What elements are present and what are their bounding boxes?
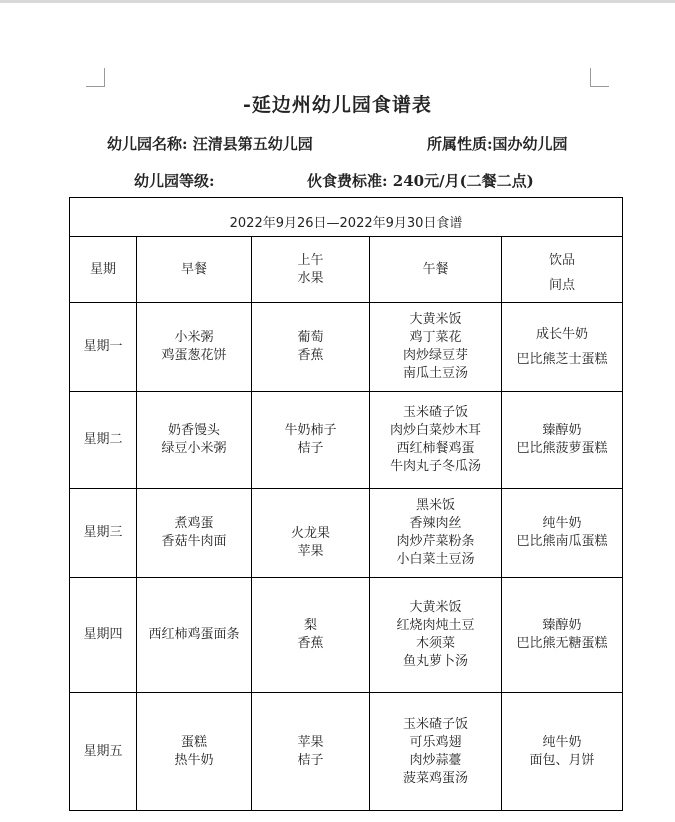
lunch-item: 黑米饭 [415,498,455,513]
lunch-cell [370,578,502,693]
lunch-cell [370,303,502,392]
lunch-item: 牛肉丸子冬瓜汤 [389,459,481,474]
drink-item: 面包、月饼 [529,752,595,768]
name-value: 汪清县第五幼儿园 [192,135,313,153]
drink-item: 巴比熊无糖蛋糕 [516,636,608,651]
top-border [0,0,675,3]
lunch-item: 大黄米饭 [409,312,462,327]
drink-item: 成长牛奶 [536,327,589,342]
menu-table [69,197,623,811]
fruit-item: 火龙果 [290,525,330,541]
header-drink-line: 间点 [549,277,576,293]
drink-item: 巴比熊菠萝蛋糕 [516,441,608,456]
lunch-item: 鸡丁菜花 [409,330,462,345]
lunch-item: 木须菜 [415,636,455,651]
breakfast-item: 鸡蛋葱花饼 [161,348,227,363]
lunch-item: 西红柿餐鸡蛋 [396,441,475,456]
lunch-cell [370,489,502,578]
breakfast-item: 香菇牛肉面 [161,534,227,549]
breakfast-item: 小米粥 [174,330,214,345]
drink-cell [502,303,623,392]
drink-item: 纯牛奶 [542,734,582,750]
document-title: -延边州幼儿园食谱表 [243,94,432,116]
lunch-item: 玉米碴子饭 [402,716,468,732]
fruit-item: 苹果 [297,543,324,559]
breakfast-cell [137,489,252,578]
fruit-item: 香蕉 [297,636,324,651]
table-row [70,392,623,489]
drink-cell [502,578,623,693]
table-row [70,303,623,392]
header-drink [502,237,623,303]
drink-item: 巴比熊芝士蛋糕 [516,352,608,367]
lunch-item: 南瓜土豆汤 [402,366,468,381]
drink-item: 臻醇奶 [542,618,582,633]
nature-value: 国办幼儿园 [492,135,568,153]
header-day: 星期 [70,237,137,303]
header-morning-line: 水果 [297,270,324,286]
meal-fee [307,170,534,191]
morning-fruit-cell [252,693,370,811]
lunch-item: 小白菜土豆汤 [396,552,475,567]
drink-item: 巴比熊南瓜蛋糕 [516,534,608,549]
header-morning-line: 上午 [297,252,324,268]
period-row [70,198,623,237]
lunch-item: 肉炒白菜炒木耳 [389,423,481,438]
fruit-item: 苹果 [297,734,324,750]
lunch-item: 菠菜鸡蛋汤 [402,770,468,786]
breakfast-item: 煮鸡蛋 [174,516,214,531]
morning-fruit-cell [252,392,370,489]
drink-cell [502,392,623,489]
morning-fruit-cell [252,578,370,693]
lunch-cell [370,693,502,811]
lunch-item: 肉炒芹菜粉条 [396,534,475,549]
breakfast-item: 蛋糕 [180,734,207,750]
fruit-item: 桔子 [297,752,324,768]
drink-cell [502,693,623,811]
page-corner-mark-right [590,68,609,87]
nature-label: 所属性质: [427,135,493,153]
table-row [70,489,623,578]
lunch-item: 玉米碴子饭 [402,405,468,420]
lunch-item: 鱼丸萝卜汤 [402,654,468,669]
header-lunch: 午餐 [370,237,502,303]
day-cell: 星期三 [70,489,137,578]
drink-cell [502,489,623,578]
breakfast-item: 西红柿鸡蛋面条 [148,627,240,642]
breakfast-cell [137,392,252,489]
morning-fruit-cell [252,489,370,578]
fruit-item: 桔子 [297,441,324,456]
lunch-item: 大黄米饭 [409,600,462,615]
kindergarten-nature [427,133,568,154]
lunch-cell [370,392,502,489]
fee-value: 240元/月(二餐二点) [392,172,534,190]
lunch-item: 肉炒绿豆芽 [402,348,468,363]
table-row [70,578,623,693]
fruit-item: 香蕉 [297,348,324,363]
breakfast-item: 热牛奶 [174,752,214,768]
fruit-item: 葡萄 [297,330,324,345]
lunch-item: 可乐鸡翅 [409,734,462,750]
page-corner-mark-left [86,68,105,87]
fee-label: 伙食费标准: [307,172,388,190]
day-cell: 星期一 [70,303,137,392]
breakfast-cell [137,303,252,392]
table-row [70,693,623,811]
breakfast-item: 奶香馒头 [167,423,220,438]
drink-item: 臻醇奶 [542,423,582,438]
grade-label: 幼儿园等级: [134,172,215,190]
fruit-item: 牛奶柿子 [284,423,337,438]
day-cell: 星期五 [70,693,137,811]
fruit-item: 梨 [303,618,317,633]
drink-item: 纯牛奶 [542,516,582,531]
header-breakfast: 早餐 [137,237,252,303]
period-cell: 2022年9月26日—2022年9月30日食谱 [70,198,623,237]
header-drink-line: 饮品 [549,252,576,268]
lunch-item: 红烧肉炖土豆 [396,618,475,633]
lunch-item: 肉炒蒜薹 [409,752,462,768]
header-row [70,237,623,303]
breakfast-cell [137,578,252,693]
breakfast-cell [137,693,252,811]
header-morning [252,237,370,303]
breakfast-item: 绿豆小米粥 [161,441,227,456]
lunch-item: 香辣肉丝 [409,516,462,531]
day-cell: 星期四 [70,578,137,693]
name-label: 幼儿园名称: [107,135,188,153]
kindergarten-grade [134,170,215,191]
morning-fruit-cell [252,303,370,392]
day-cell: 星期二 [70,392,137,489]
kindergarten-name [107,133,313,154]
